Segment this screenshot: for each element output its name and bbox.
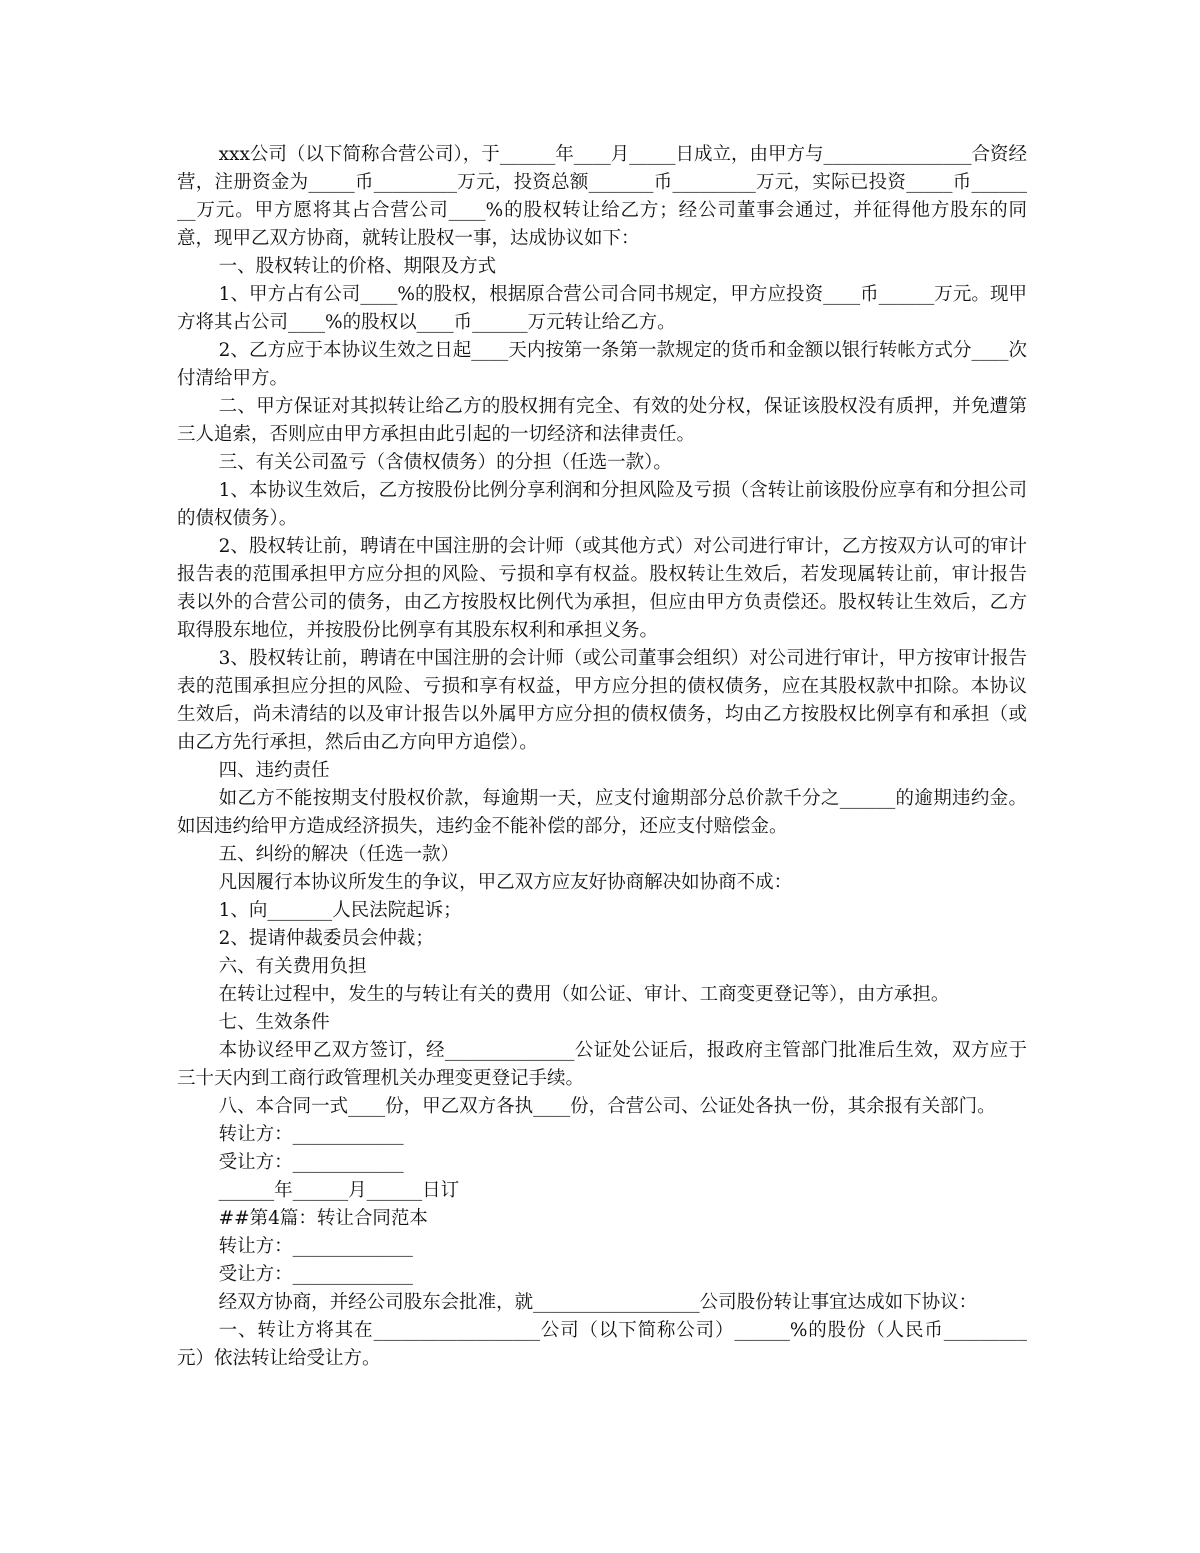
section-heading: 二、甲方保证对其拟转让给乙方的股权拥有完全、有效的处分权，保证该股权没有质押，并免遭第三人追索，否则应由甲方承担由此引起的一切经济和法律责任。 [177,396,1027,445]
paragraph: 2、股权转让前，聘请在中国注册的会计师（或其他方式）对公司进行审计，乙方按双方认可的审计报告表的范围承担甲方应分担的风险、亏损和享有权益。股权转让生效后，若发现属转让前，审计报告表以外的合营公司的债务，由乙方按股权比例代为承担，但应由甲方负责偿还。股权转让生效后，乙方取得股东地位，并按股份比例享有其股东权利和承担义务。 [177,536,1027,641]
paragraph: 1、甲方占有公司____%的股权，根据原合营公司合同书规定，甲方应投资____币______万元。现甲方将其占公司____%的股权以____币______万元转让给乙方。 [177,284,1027,333]
paragraph: 经双方协商，并经公司股东会批准，就__________________公司股份转让事宜达成如下协议： [218,1292,978,1313]
date-line: ______年______月______日订 [218,1180,460,1201]
paragraph: 2、乙方应于本协议生效之日起____天内按第一条第一款规定的货币和金额以银行转帐方式分____次付清给甲方。 [177,340,1027,389]
paragraph: 如乙方不能按期支付股权价款，每逾期一天，应支付逾期部分总价款千分之______的逾期违约金。如因违约给甲方造成经济损失，违约金不能补偿的部分，还应支付赔偿金。 [177,788,1027,837]
section-heading: 三、有关公司盈亏（含债权债务）的分担（任选一款）。 [218,452,672,473]
signature-line-transferee: 受让方：____________ [218,1152,404,1173]
paragraph: 八、本合同一式____份，甲乙双方各执____份，合营公司、公证处各执一份，其余报有关部门。 [218,1096,996,1117]
paragraph: 本协议经甲乙双方签订，经______________公证处公证后，报政府主管部门批准后生效，双方应于三十天内到工商行政管理机关办理变更登记手续。 [177,1040,1027,1089]
paragraph: 3、股权转让前，聘请在中国注册的会计师（或公司董事会组织）对公司进行审计，甲方按审计报告表的范围承担应分担的风险、亏损和享有权益，甲方应分担的债权债务，应在其股权款中扣除。本协议生效后，尚未清结的以及审计报告以外属甲方应分担的债权债务，均由乙方按股权比例享有和承担（或由乙方先行承担，然后由乙方向甲方追偿）。 [177,648,1027,753]
paragraph: xxx公司（以下简称合营公司），于______年____月_____日成立，由甲方与________________合资经营，注册资金为_____币_________万元，投资总额_______币_________万元，实际已投资_____币________万元。甲方愿将其占合营公司____%的股权转让给乙方；经公司董事会通过，并征得他方股东的同意，现甲乙双方协商，就转让股权一事，达成协议如下： [177,144,1027,249]
paragraph: 1、向_______人民法院起诉； [218,900,462,921]
paragraph: 在转让过程中，发生的与转让有关的费用（如公证、审计、工商变更登记等），由方承担。 [218,984,950,1005]
section-heading: 一、股权转让的价格、期限及方式 [218,256,497,277]
paragraph: 2、提请仲裁委员会仲裁； [218,928,434,949]
section-heading: 五、纠纷的解决（任选一款） [218,844,460,865]
document-subtitle: ##第4篇：转让合同范本 [218,1208,428,1229]
document-page [177,141,1027,1373]
paragraph: 一、转让方将其在__________________公司（以下简称公司）______%的股份（人民币_________元）依法转让给受让方。 [177,1320,1027,1369]
signature-line-transferee: 受让方：_____________ [218,1264,413,1285]
paragraph: 1、本协议生效后，乙方按股份比例分享利润和分担风险及亏损（含转让前该股份应享有和分担公司的债权债务）。 [177,480,1027,529]
section-heading: 七、生效条件 [218,1012,330,1033]
section-heading: 四、违约责任 [218,760,330,781]
signature-line-transferor: 转让方：_____________ [218,1236,413,1257]
signature-line-transferor: 转让方：____________ [218,1124,404,1145]
section-heading: 六、有关费用负担 [218,956,367,977]
paragraph: 凡因履行本协议所发生的争议，甲乙双方应友好协商解决如协商不成： [218,872,793,893]
